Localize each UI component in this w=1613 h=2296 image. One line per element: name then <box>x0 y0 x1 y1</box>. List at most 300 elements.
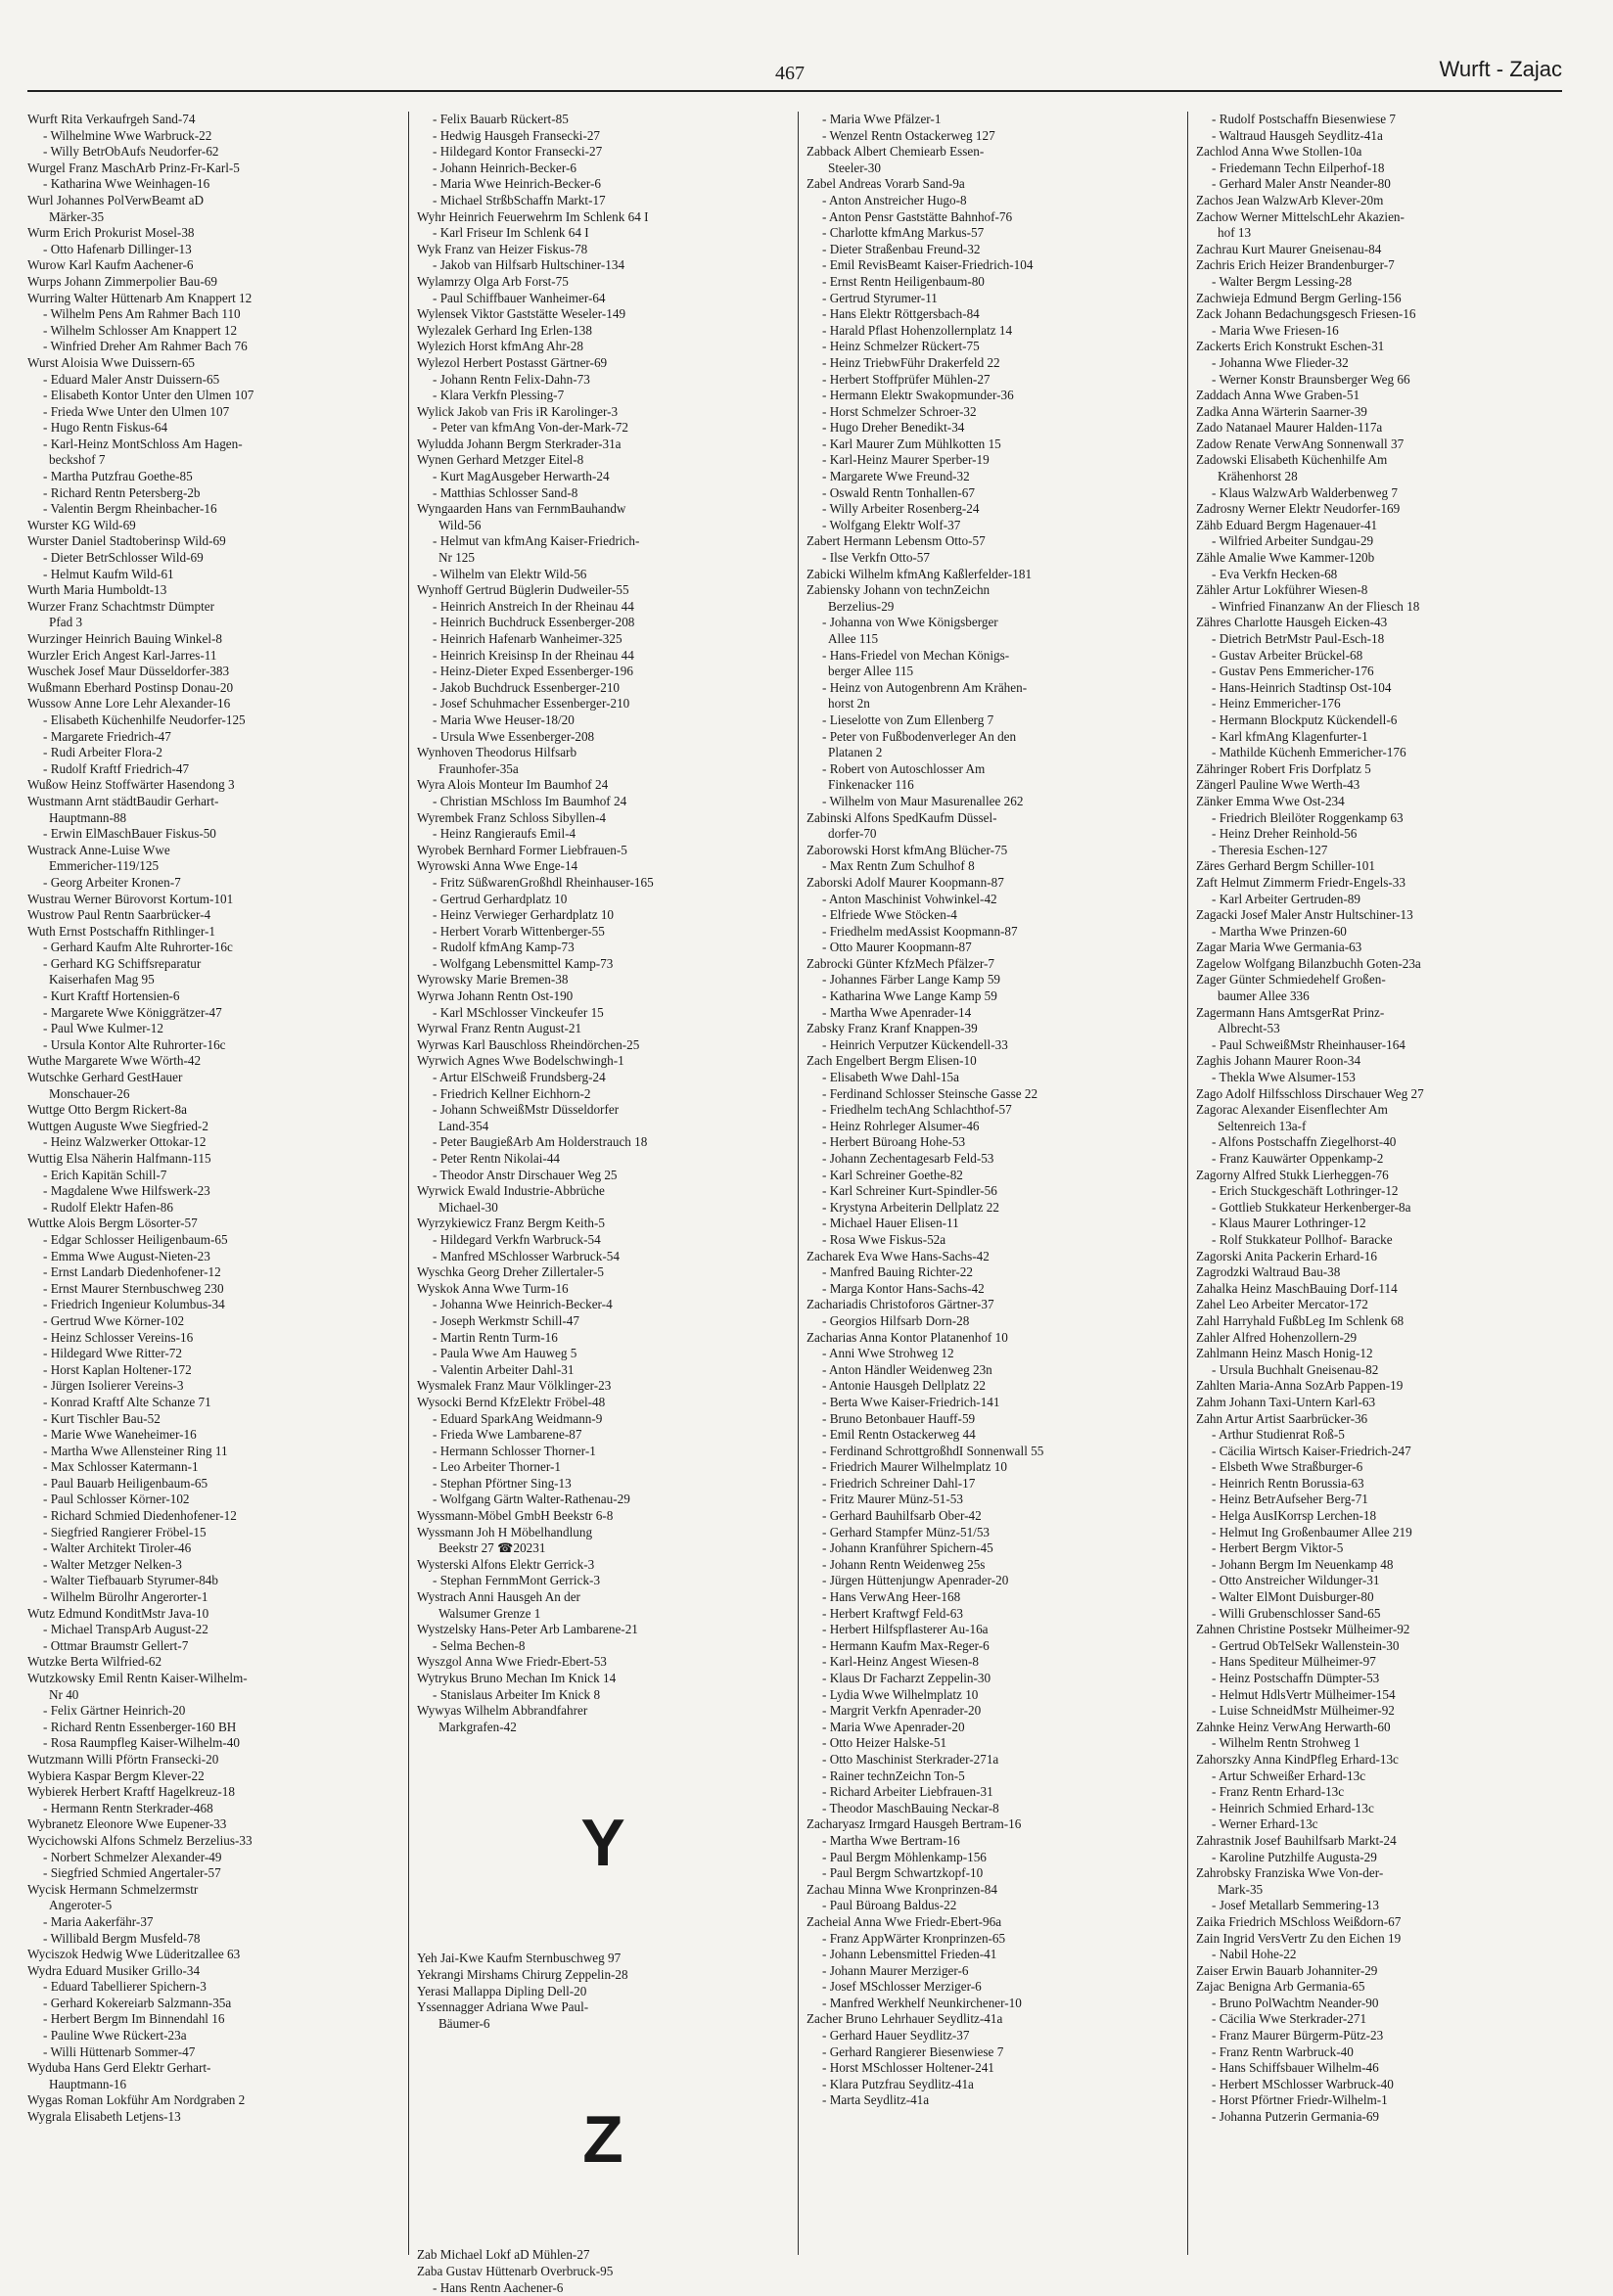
directory-entry-continuation: dorfer-70 <box>828 826 877 842</box>
directory-entry: - Cäcilia Wirtsch Kaiser-Friedrich-247 <box>1212 1443 1411 1458</box>
directory-entry: Wystzelsky Hans-Peter Arb Lambarene-21 <box>417 1622 638 1637</box>
directory-entry: - Rolf Stukkateur Pollhof- Baracke <box>1212 1231 1393 1247</box>
directory-entry: Wyra Alois Monteur Im Baumhof 24 <box>417 777 609 793</box>
directory-entry: - Johann Maurer Merziger-6 <box>822 1962 969 1978</box>
directory-entry: - Karoline Putzhilfe Augusta-29 <box>1212 1849 1377 1864</box>
directory-entry: - Martha Wwe Allensteiner Ring 11 <box>43 1443 228 1458</box>
directory-entry: - Wolfgang Gärtn Walter-Rathenau-29 <box>433 1492 630 1507</box>
directory-entry: Zabicki Wilhelm kfmAng Kaßlerfelder-181 <box>806 566 1033 581</box>
directory-entry: Wurft Rita Verkaufrgeh Sand-74 <box>27 112 196 126</box>
directory-entry: - Elfriede Wwe Stöcken-4 <box>822 907 957 923</box>
directory-entry: - Johanna Wwe Flieder-32 <box>1212 354 1349 370</box>
directory-entry-continuation: Steeler-30 <box>828 160 881 175</box>
directory-entry: - Friedrich Maurer Wilhelmplatz 10 <box>822 1459 1007 1475</box>
directory-entry: Wurst Aloisia Wwe Duissern-65 <box>27 354 196 370</box>
directory-entry: Zab Michael Lokf aD Mühlen-27 <box>417 2247 590 2263</box>
directory-entry: - Walter Metzger Nelken-3 <box>43 1556 182 1572</box>
directory-entry: - Peter Rentn Nikolai-44 <box>433 1151 561 1166</box>
directory-entry: - Max Schlosser Katermann-1 <box>43 1459 199 1475</box>
directory-entry: Wurgel Franz MaschArb Prinz-Fr-Karl-5 <box>27 160 240 175</box>
directory-entry: - Martha Wwe Bertram-16 <box>822 1832 960 1848</box>
directory-entry: - Ursula Wwe Essenberger-208 <box>433 728 595 744</box>
directory-entry: - Anni Wwe Strohweg 12 <box>822 1346 954 1361</box>
directory-entry-continuation: Nr 125 <box>438 550 475 566</box>
directory-entry: - Mathilde Küchenh Emmericher-176 <box>1212 745 1406 760</box>
directory-entry: - Klara Putzfrau Seydlitz-41a <box>822 2076 974 2091</box>
directory-entry: - Jakob Buchdruck Essenberger-210 <box>433 679 621 695</box>
directory-entry: Zahrastnik Josef Bauhilfsarb Markt-24 <box>1196 1832 1397 1848</box>
directory-entry-continuation: Fraunhofer-35a <box>438 760 519 776</box>
directory-entry-continuation: Allee 115 <box>828 631 879 646</box>
directory-entry: - Margarete Friedrich-47 <box>43 728 171 744</box>
directory-entry: - Friedrich Ingenieur Kolumbus-34 <box>43 1297 225 1312</box>
directory-entry: Zaba Gustav Hüttenarb Overbruck-95 <box>417 2263 614 2278</box>
directory-entry: - Peter BaugießArb Am Holderstrauch 18 <box>433 1134 648 1150</box>
directory-entry: - Karl-Heinz Angest Wiesen-8 <box>822 1654 979 1670</box>
directory-entry: Yeh Jai-Kwe Kaufm Sternbuschweg 97 <box>417 1951 622 1966</box>
directory-entry: - Paula Wwe Am Hauweg 5 <box>433 1346 577 1361</box>
directory-columns <box>27 112 1562 2295</box>
directory-entry: Zacharias Anna Kontor Platanenhof 10 <box>806 1329 1008 1345</box>
directory-entry: - Richard Rentn Petersberg-2b <box>43 484 201 500</box>
directory-entry: - Helga AusIKorrsp Lerchen-18 <box>1212 1508 1377 1524</box>
directory-entry: Zackerts Erich Konstrukt Eschen-31 <box>1196 339 1385 354</box>
directory-entry: - Katharina Wwe Lange Kamp 59 <box>822 988 997 1004</box>
directory-entry: Wytrykus Bruno Mechan Im Knick 14 <box>417 1671 617 1685</box>
directory-entry: Zabsky Franz Kranf Knappen-39 <box>806 1021 978 1036</box>
directory-entry: - Herbert Stoffprüfer Mühlen-27 <box>822 371 991 387</box>
directory-entry: - Jürgen Hüttenjungw Apenrader-20 <box>822 1573 1009 1588</box>
directory-entry: Yekrangi Mirshams Chirurg Zeppelin-28 <box>417 1966 628 1982</box>
directory-entry: - Hedwig Hausgeh Fransecki-27 <box>433 127 601 143</box>
directory-entry: Zadrosny Werner Elektr Neudorfer-169 <box>1196 501 1401 517</box>
directory-entry: Zagar Maria Wwe Germania-63 <box>1196 940 1362 955</box>
directory-entry: Wuthe Margarete Wwe Wörth-42 <box>27 1053 202 1069</box>
directory-entry: Wutzmann Willi Pförtn Fransecki-20 <box>27 1751 219 1767</box>
directory-entry: - Maria Wwe Friesen-16 <box>1212 322 1339 338</box>
directory-entry: - Heinrich Hafenarb Wanheimer-325 <box>433 631 622 646</box>
directory-entry: Wynhoven Theodorus Hilfsarb <box>417 745 577 760</box>
directory-entry: - Peter von Fußbodenverleger An den <box>822 728 1017 744</box>
directory-entry: - Max Rentn Zum Schulhof 8 <box>822 858 975 874</box>
directory-entry: - Otto Maschinist Sterkrader-271a <box>822 1751 999 1767</box>
directory-entry: - Gertrud Wwe Körner-102 <box>43 1312 185 1328</box>
directory-entry: - Krystyna Arbeiterin Dellplatz 22 <box>822 1199 999 1215</box>
directory-entry: - Gerhard Bauhilfsarb Ober-42 <box>822 1508 982 1524</box>
directory-entry: Zaiser Erwin Bauarb Johanniter-29 <box>1196 1962 1378 1978</box>
directory-entry: - Johann Zechentagesarb Feld-53 <box>822 1151 994 1166</box>
directory-entry: Wuttke Alois Bergm Lösorter-57 <box>27 1216 198 1231</box>
directory-entry: Wyduba Hans Gerd Elektr Gerhart- <box>27 2060 211 2076</box>
directory-entry: - Manfred Werkhelf Neunkirchener-10 <box>822 1995 1022 2010</box>
directory-entry: Zago Adolf Hilfsschloss Dirschauer Weg 27 <box>1196 1085 1424 1101</box>
directory-entry: - Eduard Maler Anstr Duissern-65 <box>43 371 220 387</box>
directory-entry: - Hermann Schlosser Thorner-1 <box>433 1443 596 1458</box>
directory-entry: - Georg Arbeiter Kronen-7 <box>43 874 181 890</box>
directory-entry: - Ernst Maurer Sternbuschweg 230 <box>43 1280 224 1296</box>
directory-entry: Zadka Anna Wärterin Saarner-39 <box>1196 403 1367 419</box>
directory-entry: Wustrau Werner Bürovorst Kortum-101 <box>27 891 234 906</box>
directory-entry: - Ilse Verkfn Otto-57 <box>822 550 930 566</box>
directory-entry: - Walter Tiefbauarb Styrumer-84b <box>43 1573 218 1588</box>
directory-entry: - Karl Schreiner Goethe-82 <box>822 1167 963 1182</box>
directory-entry: - Robert von Autoschlosser Am <box>822 760 986 776</box>
directory-entry: - Ernst Landarb Diedenhofener-12 <box>43 1264 221 1280</box>
directory-entry: - Eduard SparkAng Weidmann-9 <box>433 1410 603 1426</box>
directory-entry: - Cäcilia Wwe Sterkrader-271 <box>1212 2011 1367 2027</box>
directory-entry: - Paul Bergm Schwartzkopf-10 <box>822 1865 984 1881</box>
directory-entry: Wurzer Franz Schachtmstr Dümpter <box>27 598 214 614</box>
directory-entry: Zahorszky Anna KindPfleg Erhard-13c <box>1196 1751 1399 1767</box>
directory-entry: - Lieselotte von Zum Ellenberg 7 <box>822 712 994 727</box>
directory-entry: Zacharek Eva Wwe Hans-Sachs-42 <box>806 1248 990 1263</box>
directory-entry: - Richard Rentn Essenberger-160 BH <box>43 1719 237 1734</box>
directory-entry: - Willi Hüttenarb Sommer-47 <box>43 2043 196 2059</box>
directory-entry: - Gottlieb Stukkateur Herkenberger-8a <box>1212 1199 1411 1215</box>
directory-entry: Zaft Helmut Zimmerm Friedr-Engels-33 <box>1196 874 1406 890</box>
directory-entry: - Friedhelm medAssist Koopmann-87 <box>822 923 1018 939</box>
directory-entry: - Martha Wwe Apenrader-14 <box>822 1004 972 1020</box>
directory-entry: Wurzinger Heinrich Bauing Winkel-8 <box>27 631 223 646</box>
directory-entry: - Karl-Heinz MontSchloss Am Hagen- <box>43 436 243 451</box>
directory-entry: Wylezich Horst kfmAng Ahr-28 <box>417 339 583 354</box>
directory-entry: Wurow Karl Kaufm Aachener-6 <box>27 257 194 273</box>
directory-entry: - Gerhard Hauer Seydlitz-37 <box>822 2028 970 2043</box>
directory-entry: Wyrwick Ewald Industrie-Abbrüche <box>417 1183 605 1199</box>
directory-entry: - Fritz Maurer Münz-51-53 <box>822 1492 963 1507</box>
directory-entry: - Selma Bechen-8 <box>433 1637 526 1653</box>
directory-entry: - Otto Anstreicher Wildunger-31 <box>1212 1573 1380 1588</box>
directory-entry: - Rainer technZeichn Ton-5 <box>822 1768 965 1783</box>
running-head: Wurft - Zajac <box>1439 57 1562 81</box>
directory-entry: Zähringer Robert Fris Dorfplatz 5 <box>1196 760 1371 776</box>
directory-entry: - Stanislaus Arbeiter Im Knick 8 <box>433 1686 601 1702</box>
directory-entry: - Karl Arbeiter Gertruden-89 <box>1212 891 1360 906</box>
directory-entry: Zachlod Anna Wwe Stollen-10a <box>1196 144 1362 160</box>
directory-entry: - Anton Maschinist Vohwinkel-42 <box>822 891 997 906</box>
directory-entry: - Joseph Werkmstr Schill-47 <box>433 1312 579 1328</box>
directory-entry: Wyrwas Karl Bauschloss Rheindörchen-25 <box>417 1036 640 1052</box>
directory-entry: - Marga Kontor Hans-Sachs-42 <box>822 1280 985 1296</box>
directory-column-1 <box>27 112 399 2255</box>
directory-entry: - Otto Heizer Halske-51 <box>822 1735 947 1751</box>
directory-entry: - Richard Arbeiter Liebfrauen-31 <box>822 1784 993 1800</box>
directory-entry: Wylamrzy Olga Arb Forst-75 <box>417 273 569 289</box>
directory-entry: Wyrwich Agnes Wwe Bodelschwingh-1 <box>417 1053 624 1069</box>
directory-entry: - Konrad Kraftf Alte Schanze 71 <box>43 1394 211 1409</box>
directory-entry: - Wilhelm Bürolhr Angerorter-1 <box>43 1589 208 1605</box>
directory-entry: Wyrowski Anna Wwe Enge-14 <box>417 858 578 874</box>
directory-column-2 <box>417 112 789 2295</box>
directory-entry: - Erwin ElMaschBauer Fiskus-50 <box>43 826 216 842</box>
directory-entry: Wustrow Paul Rentn Saarbrücker-4 <box>27 907 211 923</box>
directory-entry: Wurth Maria Humboldt-13 <box>27 582 167 598</box>
directory-entry: - Hermann Blockputz Kückendell-6 <box>1212 712 1398 727</box>
directory-entry: - Johanna von Wwe Königsberger <box>822 615 998 630</box>
directory-entry: Zaddach Anna Wwe Graben-51 <box>1196 388 1360 403</box>
directory-entry: - Norbert Schmelzer Alexander-49 <box>43 1849 222 1864</box>
directory-entry: - Hans Spediteur Mülheimer-97 <box>1212 1654 1376 1670</box>
directory-entry: - Klaus WalzwArb Walderbenweg 7 <box>1212 484 1399 500</box>
directory-entry: Zahrobsky Franziska Wwe Von-der- <box>1196 1865 1384 1881</box>
directory-entry: - Michael StrßbSchaffn Markt-17 <box>433 192 606 207</box>
directory-entry: - Paul Schlosser Körner-102 <box>43 1492 190 1507</box>
directory-entry: - Thekla Wwe Alsumer-153 <box>1212 1070 1356 1085</box>
directory-entry: - Wilhelm Pens Am Rahmer Bach 110 <box>43 306 241 322</box>
directory-entry: - Jürgen Isolierer Vereins-3 <box>43 1378 184 1394</box>
directory-entry: - Elsbeth Wwe Straßburger-6 <box>1212 1459 1363 1475</box>
directory-entry: - Anton Händler Weidenweg 23n <box>822 1361 992 1377</box>
directory-entry: - Maria Aakerfähr-37 <box>43 1913 154 1929</box>
directory-entry: Wutschke Gerhard GestHauer <box>27 1070 183 1085</box>
directory-entry: - Wilhelm van Elektr Wild-56 <box>433 566 587 581</box>
directory-entry: - Kurt Tischler Bau-52 <box>43 1410 161 1426</box>
directory-entry: - Wolfgang Lebensmittel Kamp-73 <box>433 955 614 971</box>
directory-entry: Wurl Johannes PolVerwBeamt aD <box>27 192 205 207</box>
directory-entry: - Klara Verkfn Plessing-7 <box>433 388 565 403</box>
directory-entry: - Elisabeth Wwe Dahl-15a <box>822 1070 960 1085</box>
directory-entry: - Valentin Bergm Rheinbacher-16 <box>43 501 217 517</box>
directory-entry: - Lydia Wwe Wilhelmplatz 10 <box>822 1686 979 1702</box>
directory-entry: - Ottmar Braumstr Gellert-7 <box>43 1637 189 1653</box>
directory-entry: - Karl kfmAng Klagenfurter-1 <box>1212 728 1368 744</box>
directory-entry: Wynhoff Gertrud Büglerin Dudweiler-55 <box>417 582 629 598</box>
directory-entry: Wuttge Otto Bergm Rickert-8a <box>27 1102 187 1118</box>
directory-entry: Zahalka Heinz MaschBauing Dorf-114 <box>1196 1280 1398 1296</box>
directory-entry: - Johannes Färber Lange Kamp 59 <box>822 972 1001 987</box>
directory-entry-continuation: Walsumer Grenze 1 <box>438 1605 541 1621</box>
directory-entry: Yerasi Mallappa Dipling Dell-20 <box>417 1983 587 1998</box>
directory-entry: Wyk Franz van Heizer Fiskus-78 <box>417 241 588 256</box>
directory-entry: - Gustav Arbeiter Brückel-68 <box>1212 647 1363 663</box>
directory-entry: - Christian MSchloss Im Baumhof 24 <box>433 793 627 808</box>
directory-entry: Zäres Gerhard Bergm Schiller-101 <box>1196 858 1375 874</box>
directory-entry: - Josef Schuhmacher Essenberger-210 <box>433 696 630 712</box>
directory-entry: - Felix Gärtner Heinrich-20 <box>43 1703 186 1719</box>
directory-entry: - Heinz Walzwerker Ottokar-12 <box>43 1134 207 1150</box>
directory-entry: Zabrocki Günter KfzMech Pfälzer-7 <box>806 955 994 971</box>
directory-entry: Wycichowski Alfons Schmelz Berzelius-33 <box>27 1832 253 1848</box>
directory-entry: - Gerhard Kaufm Alte Ruhrorter-16c <box>43 940 233 955</box>
directory-entry: - Paul Bauarb Heiligenbaum-65 <box>43 1475 208 1491</box>
page-number: 467 <box>775 63 805 84</box>
directory-entry: - Erich Kapitän Schill-7 <box>43 1167 167 1182</box>
directory-entry: Wuttgen Auguste Wwe Siegfried-2 <box>27 1118 208 1133</box>
directory-entry: Zaghis Johann Maurer Roon-34 <box>1196 1053 1361 1069</box>
directory-entry: Wutzkowsky Emil Rentn Kaiser-Wilhelm- <box>27 1671 248 1685</box>
directory-entry: Wyssmann-Möbel GmbH Beekstr 6-8 <box>417 1508 614 1524</box>
directory-entry: - Franz Rentn Erhard-13c <box>1212 1784 1345 1800</box>
directory-entry: Wyschka Georg Dreher Zillertaler-5 <box>417 1264 604 1280</box>
directory-entry: - Franz Maurer Bürgerm-Pütz-23 <box>1212 2028 1384 2043</box>
directory-entry: - Michael Hauer Elisen-11 <box>822 1216 959 1231</box>
directory-entry: - Heinz Schlosser Vereins-16 <box>43 1329 194 1345</box>
directory-entry: Zähler Artur Lokführer Wiesen-8 <box>1196 582 1368 598</box>
directory-entry: Wyrembek Franz Schloss Sibyllen-4 <box>417 809 606 825</box>
directory-entry-continuation: Finkenacker 116 <box>828 777 914 793</box>
directory-entry: - Martha Putzfrau Goethe-85 <box>43 469 193 484</box>
directory-entry: - Heinz von Autogenbrenn Am Krähen- <box>822 679 1028 695</box>
directory-entry: - Herbert Büroang Hohe-53 <box>822 1134 966 1150</box>
directory-entry: - Ernst Rentn Heiligenbaum-80 <box>822 273 985 289</box>
directory-entry: - Josef MSchlosser Merziger-6 <box>822 1979 982 1995</box>
directory-entry: Zacheial Anna Wwe Friedr-Ebert-96a <box>806 1913 1002 1929</box>
directory-entry-continuation: Markgrafen-42 <box>438 1719 517 1734</box>
directory-entry: - Willy BetrObAufs Neudorfer-62 <box>43 144 219 160</box>
directory-entry: Zabiensky Johann von technZeichn <box>806 582 991 598</box>
directory-entry: Zado Natanael Maurer Halden-117a <box>1196 420 1383 436</box>
directory-entry: - Helmut Kaufm Wild-61 <box>43 566 174 581</box>
directory-entry: - Rosa Raumpfleg Kaiser-Wilhelm-40 <box>43 1735 240 1751</box>
directory-entry: - Magdalene Wwe Hilfswerk-23 <box>43 1183 210 1199</box>
directory-entry: - Georgios Hilfsarb Dorn-28 <box>822 1312 970 1328</box>
directory-entry: - Antonie Hausgeh Dellplatz 22 <box>822 1378 987 1394</box>
directory-entry: - Wolfgang Elektr Wolf-37 <box>822 517 961 532</box>
directory-entry: Wuth Ernst Postschaffn Rithlinger-1 <box>27 923 215 939</box>
directory-entry: - Heinz Emmericher-176 <box>1212 696 1341 712</box>
directory-entry: Wuttig Elsa Näherin Halfmann-115 <box>27 1151 211 1166</box>
directory-entry: - Kurt Kraftf Hortensien-6 <box>43 988 180 1004</box>
directory-entry: - Artur ElSchweiß Frundsberg-24 <box>433 1070 606 1085</box>
directory-entry: Zachwieja Edmund Bergm Gerling-156 <box>1196 290 1402 305</box>
directory-entry: - Rosa Wwe Fiskus-52a <box>822 1231 946 1247</box>
directory-entry: Zachow Werner MittelschLehr Akazien- <box>1196 208 1405 224</box>
directory-entry: Zain Ingrid VersVertr Zu den Eichen 19 <box>1196 1930 1402 1946</box>
directory-entry: - Helmut HdlsVertr Mülheimer-154 <box>1212 1686 1396 1702</box>
directory-entry: - Oswald Rentn Tonhallen-67 <box>822 484 975 500</box>
directory-entry-continuation: Land-354 <box>438 1118 489 1133</box>
directory-entry: - Nabil Hohe-22 <box>1212 1947 1297 1962</box>
directory-entry: - Herbert Kraftwgf Feld-63 <box>822 1605 963 1621</box>
directory-entry: Zadowski Elisabeth Küchenhilfe Am <box>1196 452 1388 468</box>
directory-entry: - Hildegard Verkfn Warbruck-54 <box>433 1231 601 1247</box>
directory-entry: - Luise SchneidMstr Mülheimer-92 <box>1212 1703 1395 1719</box>
directory-entry: Wybranetz Eleonore Wwe Eupener-33 <box>27 1816 227 1832</box>
directory-entry: - Karl-Heinz Maurer Sperber-19 <box>822 452 990 468</box>
directory-entry: - Wilfried Arbeiter Sundgau-29 <box>1212 533 1374 549</box>
directory-entry: - Willy Arbeiter Rosenberg-24 <box>822 501 980 517</box>
directory-entry: - Edgar Schlosser Heiligenbaum-65 <box>43 1231 228 1247</box>
directory-entry-continuation: Platanen 2 <box>828 745 883 760</box>
directory-entry: Zahnke Heinz VerwAng Herwarth-60 <box>1196 1719 1391 1734</box>
directory-entry: - Margarete Wwe Königgrätzer-47 <box>43 1004 222 1020</box>
directory-entry: Zagorski Anita Packerin Erhard-16 <box>1196 1248 1377 1263</box>
directory-entry: - Siegfried Schmied Angertaler-57 <box>43 1865 221 1881</box>
directory-entry-continuation: beckshof 7 <box>49 452 106 468</box>
directory-entry: Wyrwal Franz Rentn August-21 <box>417 1021 582 1036</box>
directory-entry: - Franz AppWärter Kronprinzen-65 <box>822 1930 1006 1946</box>
directory-entry: Wyngaarden Hans van FernmBauhandw <box>417 501 626 517</box>
directory-entry: - Hans-Friedel von Mechan Königs- <box>822 647 1010 663</box>
directory-entry: - Otto Maurer Koopmann-87 <box>822 940 972 955</box>
directory-entry: - Heinz BetrAufseher Berg-71 <box>1212 1492 1368 1507</box>
directory-entry: Zaborowski Horst kfmAng Blücher-75 <box>806 842 1008 857</box>
directory-entry: Wussow Anne Lore Lehr Alexander-16 <box>27 696 231 712</box>
directory-entry: - Maria Wwe Heinrich-Becker-6 <box>433 176 601 192</box>
directory-entry: Zänker Emma Wwe Ost-234 <box>1196 793 1345 808</box>
directory-entry: - Ferdinand Schlosser Steinsche Gasse 22 <box>822 1085 1038 1101</box>
directory-entry: - Heinz Schmelzer Rückert-75 <box>822 339 980 354</box>
directory-entry: - Franz Rentn Warbruck-40 <box>1212 2043 1354 2059</box>
directory-entry: - Heinrich Verputzer Kückendell-33 <box>822 1036 1008 1052</box>
directory-entry-continuation: Wild-56 <box>438 517 482 532</box>
directory-entry: - Johanna Putzerin Germania-69 <box>1212 2109 1380 2125</box>
directory-entry: - Hans VerwAng Heer-168 <box>822 1589 961 1605</box>
directory-entry: - Heinz Postschaffn Dümpter-53 <box>1212 1671 1380 1685</box>
directory-entry: Zaborski Adolf Maurer Koopmann-87 <box>806 874 1004 890</box>
directory-entry: Zabert Hermann Lebensm Otto-57 <box>806 533 986 549</box>
directory-entry: - Johann Rentn Felix-Dahn-73 <box>433 371 590 387</box>
directory-entry: - Heinz Dreher Reinhold-56 <box>1212 826 1358 842</box>
directory-entry: - Katharina Wwe Weinhagen-16 <box>43 176 210 192</box>
directory-entry: - Heinz Rohrleger Alsumer-46 <box>822 1118 980 1133</box>
directory-entry: Wystrach Anni Hausgeh An der <box>417 1589 580 1605</box>
directory-entry: - Frieda Wwe Unter den Ulmen 107 <box>43 403 230 419</box>
directory-entry: Zach Engelbert Bergm Elisen-10 <box>806 1053 977 1069</box>
directory-entry: Zaika Friedrich MSchloss Weißdorn-67 <box>1196 1913 1402 1929</box>
directory-entry: - Alfons Postschaffn Ziegelhorst-40 <box>1212 1134 1397 1150</box>
directory-entry: - Elisabeth Küchenhilfe Neudorfer-125 <box>43 712 246 727</box>
directory-entry: - Hans Schiffsbauer Wilhelm-46 <box>1212 2060 1379 2076</box>
directory-entry: - Klaus Dr Facharzt Zeppelin-30 <box>822 1671 991 1685</box>
directory-entry: Wybiera Kaspar Bergm Klever-22 <box>27 1768 205 1783</box>
directory-entry: - Ursula Buchhalt Gneisenau-82 <box>1212 1361 1379 1377</box>
page-header <box>0 0 1613 98</box>
directory-entry: - Herbert Vorarb Wittenberger-55 <box>433 923 605 939</box>
directory-entry: Wyrowsky Marie Bremen-38 <box>417 972 569 987</box>
directory-entry: Zabinski Alfons SpedKaufm Düssel- <box>806 809 997 825</box>
directory-entry: - Dieter Straßenbau Freund-32 <box>822 241 981 256</box>
directory-entry: Zahel Leo Arbeiter Mercator-172 <box>1196 1297 1368 1312</box>
directory-entry: - Gerhard Kokereiarb Salzmann-35a <box>43 1995 232 2010</box>
directory-entry: - Walter Bergm Lessing-28 <box>1212 273 1353 289</box>
directory-entry: - Eva Verkfn Hecken-68 <box>1212 566 1338 581</box>
directory-entry: Zadow Renate VerwAng Sonnenwall 37 <box>1196 436 1405 451</box>
directory-entry: - Stephan FernmMont Gerrick-3 <box>433 1573 601 1588</box>
directory-entry: - Rudolf Kraftf Friedrich-47 <box>43 760 190 776</box>
directory-entry-continuation: Mark-35 <box>1218 1881 1264 1897</box>
directory-entry: - Horst MSchlosser Holtener-241 <box>822 2060 994 2076</box>
directory-entry: Wysocki Bernd KfzElektr Fröbel-48 <box>417 1394 606 1409</box>
directory-entry: - Arthur Studienrat Roß-5 <box>1212 1427 1345 1443</box>
directory-entry: - Elisabeth Kontor Unter den Ulmen 107 <box>43 388 254 403</box>
directory-entry: - Otto Hafenarb Dillinger-13 <box>43 241 192 256</box>
directory-entry: - Dietrich BetrMstr Paul-Esch-18 <box>1212 631 1385 646</box>
directory-entry: Zagacki Josef Maler Anstr Hultschiner-13 <box>1196 907 1413 923</box>
directory-entry: Wutz Edmund KonditMstr Java-10 <box>27 1605 209 1621</box>
directory-entry: - Franz Kauwärter Oppenkamp-2 <box>1212 1151 1384 1166</box>
directory-entry: - Gerhard KG Schiffsreparatur <box>43 955 202 971</box>
directory-entry: - Gerhard Stampfer Münz-51/53 <box>822 1524 991 1539</box>
directory-entry: - Gustav Pens Emmericher-176 <box>1212 664 1374 679</box>
directory-entry: - Hermann Elektr Swakopmunder-36 <box>822 388 1014 403</box>
directory-entry: - Margrit Verkfn Apenrader-20 <box>822 1703 982 1719</box>
directory-entry: - Hugo Dreher Benedikt-34 <box>822 420 965 436</box>
directory-entry: - Theodor Anstr Dirschauer Weg 25 <box>433 1167 618 1182</box>
directory-entry: - Johann Heinrich-Becker-6 <box>433 160 576 175</box>
directory-entry: - Herbert Hilfspflasterer Au-16a <box>822 1622 989 1637</box>
directory-entry: Zacher Bruno Lehrhauer Seydlitz-41a <box>806 2011 1003 2027</box>
directory-entry: Wydra Eduard Musiker Grillo-34 <box>27 1962 201 1978</box>
directory-entry: - Herbert Bergm Im Binnendahl 16 <box>43 2011 225 2027</box>
directory-entry: Wutzke Berta Wilfried-62 <box>27 1654 162 1670</box>
directory-entry: - Johann Rentn Weidenweg 25s <box>822 1556 986 1572</box>
directory-entry-continuation: Krähenhorst 28 <box>1218 469 1298 484</box>
directory-entry: - Winfried Finanzanw An der Fliesch 18 <box>1212 598 1420 614</box>
directory-entry-continuation: Pfad 3 <box>49 615 83 630</box>
section-letter-heading: Y <box>580 1806 625 1881</box>
directory-entry: Zagorac Alexander Eisenflechter Am <box>1196 1102 1388 1118</box>
